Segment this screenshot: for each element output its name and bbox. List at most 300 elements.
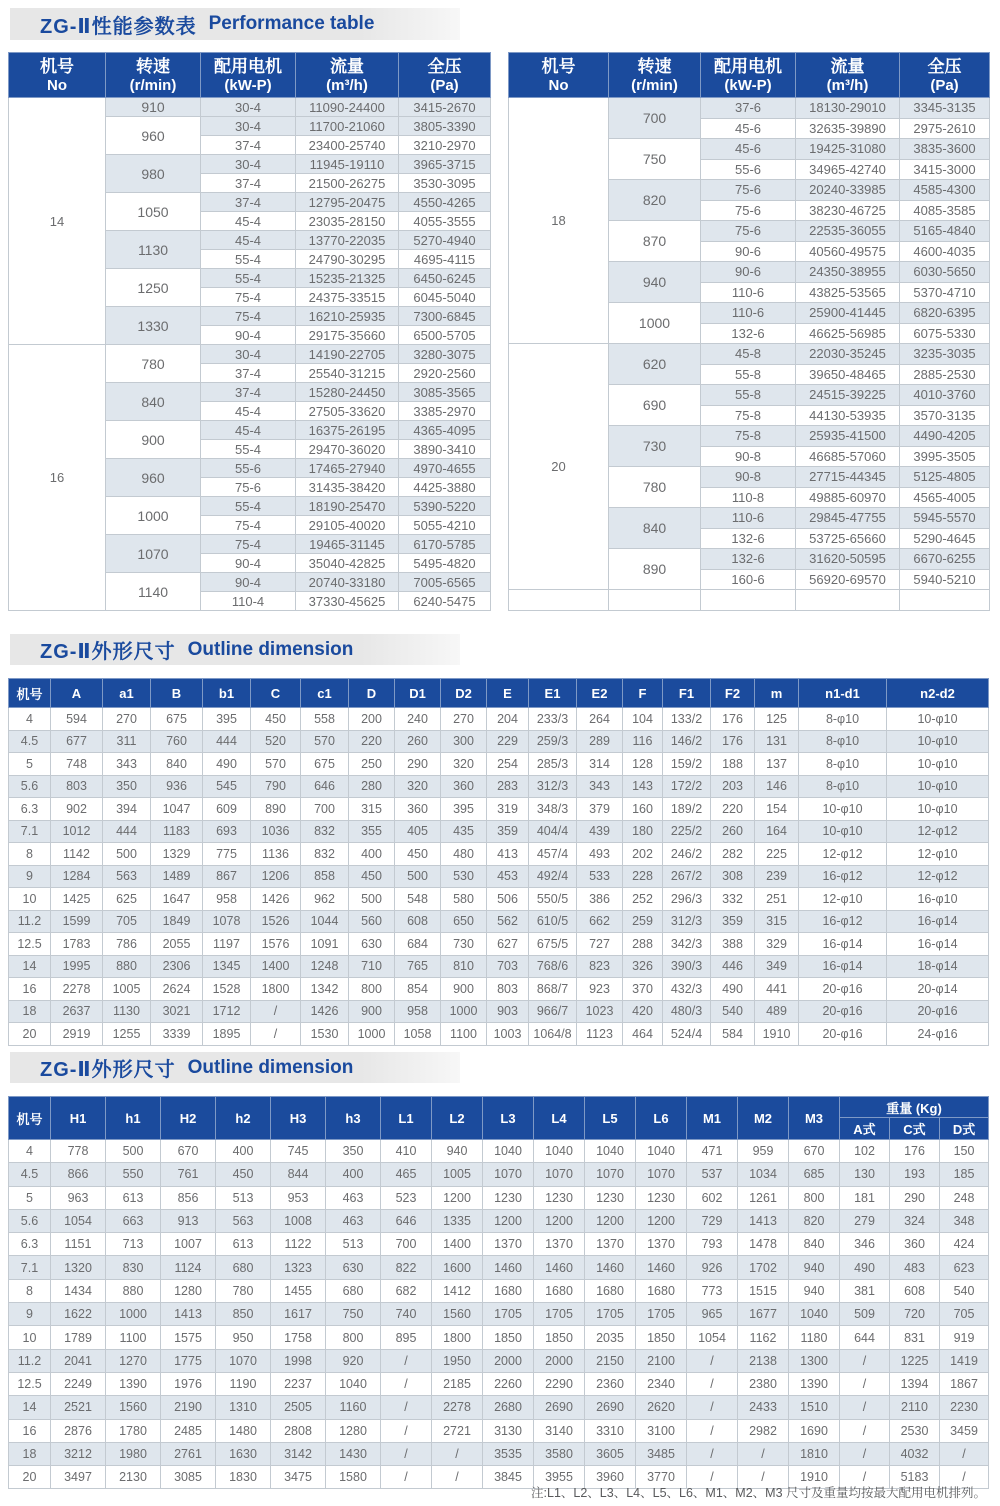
- cell: 11.2: [9, 910, 51, 933]
- cell: 55-4: [201, 497, 296, 516]
- cell: 2920-2560: [399, 364, 491, 383]
- cell: 424: [940, 1233, 989, 1256]
- table-row: [9, 1419, 989, 1442]
- cell: 2505: [271, 1396, 326, 1419]
- cell: 6030-5650: [900, 262, 990, 283]
- cell: 2919: [51, 1023, 103, 1046]
- cell: 1998: [271, 1349, 326, 1372]
- column-header: 机号: [9, 679, 51, 708]
- cell: /: [840, 1442, 890, 1465]
- cell: 1054: [687, 1326, 738, 1349]
- title-outline1-zh: ZG-Ⅱ外形尺寸: [40, 641, 176, 663]
- cell: 55-4: [201, 250, 296, 269]
- cell: 480/3: [663, 1000, 711, 1023]
- cell: 2230: [940, 1396, 989, 1419]
- cell: 24-φ16: [887, 1023, 989, 1046]
- cell: 400: [326, 1163, 381, 1186]
- cell: 1910: [789, 1466, 840, 1489]
- cell: 225/2: [663, 820, 711, 843]
- cell: 75-4: [201, 516, 296, 535]
- table-row: [9, 1442, 989, 1465]
- cell: 3085: [161, 1466, 216, 1489]
- cell: 75-6: [701, 180, 796, 201]
- cell: 3570-3135: [900, 405, 990, 426]
- cell: 4600-4035: [900, 241, 990, 262]
- cell: 663: [106, 1209, 161, 1232]
- cell: 1705: [534, 1303, 585, 1326]
- cell: 439: [577, 820, 623, 843]
- cell: 90-4: [201, 326, 296, 345]
- cell: 40560-49575: [796, 241, 900, 262]
- cell: 267/2: [663, 865, 711, 888]
- cell: 31620-50595: [796, 549, 900, 570]
- column-header: D1: [395, 679, 441, 708]
- table-row: [509, 344, 990, 365]
- cell: 1758: [271, 1326, 326, 1349]
- cell: 1705: [636, 1303, 687, 1326]
- cell: 432/3: [663, 978, 711, 1001]
- column-header: F1: [663, 679, 711, 708]
- cell: 457/4: [529, 843, 577, 866]
- table-row: [9, 1000, 989, 1023]
- cell: 1705: [483, 1303, 534, 1326]
- cell: 900: [106, 421, 201, 459]
- cell: 90-6: [701, 262, 796, 283]
- cell: 220: [349, 730, 395, 753]
- cell: 786: [103, 933, 151, 956]
- cell: 1530: [301, 1023, 349, 1046]
- cell: 880: [106, 1279, 161, 1302]
- column-header-weight-group: 重量 (Kg): [840, 1097, 989, 1118]
- cell: 953: [271, 1186, 326, 1209]
- cell: 960: [106, 117, 201, 155]
- cell: 608: [395, 910, 441, 933]
- cell: 350: [103, 775, 151, 798]
- table-row: [9, 1186, 989, 1209]
- cell: 1130: [103, 1000, 151, 1023]
- cell: 12-φ12: [887, 820, 989, 843]
- cell: 8-φ10: [799, 753, 887, 776]
- cell: 523: [381, 1186, 432, 1209]
- cell: 1950: [432, 1349, 483, 1372]
- cell: 965: [687, 1303, 738, 1326]
- cell: 680: [216, 1256, 271, 1279]
- cell: 6820-6395: [900, 303, 990, 324]
- cell: 963: [51, 1186, 106, 1209]
- cell: 610/5: [529, 910, 577, 933]
- cell: 1342: [301, 978, 349, 1001]
- cell: 20-φ16: [887, 1000, 989, 1023]
- cell: 12.5: [9, 933, 51, 956]
- cell: 44130-53935: [796, 405, 900, 426]
- cell: 4585-4300: [900, 180, 990, 201]
- cell: 2249: [51, 1372, 106, 1395]
- cell: 11700-21060: [296, 117, 399, 136]
- cell: 225: [755, 843, 799, 866]
- cell: 1003: [487, 1023, 529, 1046]
- cell: 4970-4655: [399, 459, 491, 478]
- cell: 3995-3505: [900, 446, 990, 467]
- cell: 37330-45625: [296, 592, 399, 611]
- table-row: [9, 1209, 989, 1232]
- cell: 866: [51, 1163, 106, 1186]
- cell: 359: [711, 910, 755, 933]
- cell: 6240-5475: [399, 592, 491, 611]
- cell: 1183: [151, 820, 203, 843]
- cell: 780: [609, 467, 701, 508]
- cell: 5: [9, 1186, 51, 1209]
- cell: 4: [9, 708, 51, 731]
- cell: 1600: [432, 1256, 483, 1279]
- cell: 259/3: [529, 730, 577, 753]
- cell: 185: [940, 1163, 989, 1186]
- cell: 395: [441, 798, 487, 821]
- cell: 1400: [432, 1233, 483, 1256]
- cell: 748: [51, 753, 103, 776]
- cell: 29175-35660: [296, 326, 399, 345]
- cell: 296/3: [663, 888, 711, 911]
- cell: 1078: [203, 910, 251, 933]
- cell: 1910: [755, 1023, 799, 1046]
- cell: 513: [216, 1186, 271, 1209]
- cell: 1070: [636, 1163, 687, 1186]
- cell: 349: [755, 955, 799, 978]
- cell: 12795-20475: [296, 193, 399, 212]
- cell: 159/2: [663, 753, 711, 776]
- table-row: [9, 775, 989, 798]
- cell: 936: [151, 775, 203, 798]
- cell: 1680: [483, 1279, 534, 1302]
- cell: 1867: [940, 1372, 989, 1395]
- cell: 90-8: [701, 446, 796, 467]
- cell: 16: [9, 1419, 51, 1442]
- cell: 1622: [51, 1303, 106, 1326]
- table-row: [509, 98, 990, 119]
- cell: 394: [103, 798, 151, 821]
- cell: 1310: [216, 1396, 271, 1419]
- cell: 1413: [161, 1303, 216, 1326]
- cell: 745: [271, 1140, 326, 1163]
- cell: 343: [577, 775, 623, 798]
- cell: 19465-31145: [296, 535, 399, 554]
- cell: 348/3: [529, 798, 577, 821]
- cell: 45-8: [701, 344, 796, 365]
- cell: 1702: [738, 1256, 789, 1279]
- cell: 1162: [738, 1326, 789, 1349]
- cell: 8-φ10: [799, 730, 887, 753]
- cell: 2260: [483, 1372, 534, 1395]
- column-header: L5: [585, 1097, 636, 1140]
- cell: 1180: [789, 1326, 840, 1349]
- cell: 75-4: [201, 307, 296, 326]
- column-header: c1: [301, 679, 349, 708]
- cell: 1980: [106, 1442, 161, 1465]
- cell: 1680: [534, 1279, 585, 1302]
- title-outline2-zh: ZG-Ⅱ外形尺寸: [40, 1059, 176, 1081]
- cell: 1455: [271, 1279, 326, 1302]
- cell: 1007: [161, 1233, 216, 1256]
- cell: 1064/8: [529, 1023, 577, 1046]
- cell: 239: [755, 865, 799, 888]
- cell: 446: [711, 955, 755, 978]
- cell: 254: [487, 753, 529, 776]
- cell: 314: [577, 753, 623, 776]
- cell: 1712: [203, 1000, 251, 1023]
- section-title-performance: [10, 8, 460, 40]
- cell: 45-6: [701, 139, 796, 160]
- cell: 342/3: [663, 933, 711, 956]
- cell: 1460: [534, 1256, 585, 1279]
- cell: 24350-38955: [796, 262, 900, 283]
- cell: 9: [9, 865, 51, 888]
- cell: 750: [326, 1303, 381, 1326]
- cell: 2185: [432, 1372, 483, 1395]
- cell: 1142: [51, 843, 103, 866]
- cell: 3497: [51, 1466, 106, 1489]
- cell: 959: [738, 1140, 789, 1163]
- cell: 1200: [534, 1209, 585, 1232]
- cell: 444: [103, 820, 151, 843]
- cell: 684: [395, 933, 441, 956]
- cell: 2000: [534, 1349, 585, 1372]
- cell: 45-4: [201, 402, 296, 421]
- footer-note: 注:L1、L2、L3、L4、L5、L6、M1、M2、M3 尺寸及重量均按最大配用电机排列。: [531, 1486, 986, 1500]
- header-row: [9, 679, 989, 708]
- cell: 3140: [534, 1419, 585, 1442]
- cell: 4.5: [9, 730, 51, 753]
- cell: 343: [103, 753, 151, 776]
- cell: 450: [395, 843, 441, 866]
- cell: 608: [890, 1279, 940, 1302]
- table-row: [9, 730, 989, 753]
- cell: 46625-56985: [796, 323, 900, 344]
- table-row: [9, 753, 989, 776]
- cell: 844: [271, 1163, 326, 1186]
- column-header: 全压 (Pa): [399, 53, 491, 98]
- cell: 20: [9, 1023, 51, 1046]
- cell: 450: [349, 865, 395, 888]
- cell: 24375-33515: [296, 288, 399, 307]
- cell: 1400: [251, 955, 301, 978]
- cell: 143: [623, 775, 663, 798]
- cell: 1005: [103, 978, 151, 1001]
- cell: 35040-42825: [296, 554, 399, 573]
- table-row: [9, 910, 989, 933]
- table-row: [9, 978, 989, 1001]
- cell: 1230: [483, 1186, 534, 1209]
- cell: 832: [301, 820, 349, 843]
- cell: 2237: [271, 1372, 326, 1395]
- cell: 7005-6565: [399, 573, 491, 592]
- table-row: [9, 708, 989, 731]
- cell: 164: [755, 820, 799, 843]
- cell: 540: [711, 1000, 755, 1023]
- cell: 850: [216, 1303, 271, 1326]
- cell: 800: [789, 1186, 840, 1209]
- cell: 1050: [106, 193, 201, 231]
- cell: 3415-2670: [399, 98, 491, 117]
- cell: /: [840, 1419, 890, 1442]
- cell: 14: [9, 98, 106, 345]
- cell: 644: [840, 1326, 890, 1349]
- cell: 1190: [216, 1372, 271, 1395]
- cell: 360: [890, 1233, 940, 1256]
- cell: 613: [106, 1186, 161, 1209]
- cell: 465: [381, 1163, 432, 1186]
- cell: 11945-19110: [296, 155, 399, 174]
- cell: 5940-5210: [900, 569, 990, 590]
- cell: 18130-29010: [796, 98, 900, 119]
- cell: 20-φ16: [799, 978, 887, 1001]
- cell: 3805-3390: [399, 117, 491, 136]
- column-header: A式: [840, 1118, 890, 1140]
- cell: 690: [609, 385, 701, 426]
- cell: 27505-33620: [296, 402, 399, 421]
- cell: 30-4: [201, 98, 296, 117]
- cell: /: [687, 1419, 738, 1442]
- cell: 10-φ10: [887, 708, 989, 731]
- column-header: b1: [203, 679, 251, 708]
- cell: /: [381, 1419, 432, 1442]
- cell: 730: [609, 426, 701, 467]
- cell: 12-φ10: [887, 843, 989, 866]
- cell: 128: [623, 753, 663, 776]
- cell: 464: [623, 1023, 663, 1046]
- cell: 1895: [203, 1023, 251, 1046]
- cell: 290: [890, 1186, 940, 1209]
- cell: 146: [755, 775, 799, 798]
- cell: 910: [106, 98, 201, 117]
- cell: 11090-24400: [296, 98, 399, 117]
- cell: 6670-6255: [900, 549, 990, 570]
- cell: 6.3: [9, 798, 51, 821]
- cell: 3835-3600: [900, 139, 990, 160]
- cell: /: [738, 1466, 789, 1489]
- cell: 137: [755, 753, 799, 776]
- cell: 131: [755, 730, 799, 753]
- table-row: [9, 1396, 989, 1419]
- column-header: A: [51, 679, 103, 708]
- cell: 840: [106, 383, 201, 421]
- column-header: L2: [432, 1097, 483, 1140]
- cell: 670: [161, 1140, 216, 1163]
- table-row: [9, 98, 491, 117]
- cell: 176: [711, 708, 755, 731]
- cell: 110-6: [701, 282, 796, 303]
- cell: 1070: [585, 1163, 636, 1186]
- cell: 1789: [51, 1326, 106, 1349]
- cell: 37-4: [201, 364, 296, 383]
- cell: 1810: [789, 1442, 840, 1465]
- cell: 3210-2970: [399, 136, 491, 155]
- cell: 2982: [738, 1419, 789, 1442]
- cell: 530: [441, 865, 487, 888]
- cell: 1160: [326, 1396, 381, 1419]
- column-header: H3: [271, 1097, 326, 1140]
- cell: 2055: [151, 933, 203, 956]
- cell: 379: [577, 798, 623, 821]
- cell: 279: [840, 1209, 890, 1232]
- cell: 685: [789, 1163, 840, 1186]
- cell: 3459: [940, 1419, 989, 1442]
- cell: 315: [755, 910, 799, 933]
- cell: 116: [623, 730, 663, 753]
- cell: 16-φ12: [799, 865, 887, 888]
- cell: 1250: [106, 269, 201, 307]
- cell: 471: [687, 1140, 738, 1163]
- cell: 1849: [151, 910, 203, 933]
- cell: 4010-3760: [900, 385, 990, 406]
- cell: 30-4: [201, 155, 296, 174]
- column-header: E: [487, 679, 529, 708]
- cell: 646: [301, 775, 349, 798]
- cell: 8-φ10: [799, 708, 887, 731]
- cell: 55-6: [201, 459, 296, 478]
- cell: 18: [9, 1000, 51, 1023]
- cell: /: [432, 1466, 483, 1489]
- cell: 311: [103, 730, 151, 753]
- performance-table-left: [8, 52, 491, 611]
- cell: 2721: [432, 1419, 483, 1442]
- cell: 12-φ12: [799, 843, 887, 866]
- cell: 594: [51, 708, 103, 731]
- cell: /: [940, 1466, 989, 1489]
- cell: 830: [106, 1256, 161, 1279]
- cell: 25900-41445: [796, 303, 900, 324]
- cell: 1151: [51, 1233, 106, 1256]
- column-header: C式: [890, 1118, 940, 1140]
- cell: 2761: [161, 1442, 216, 1465]
- cell: 800: [326, 1326, 381, 1349]
- cell: 22535-36055: [796, 221, 900, 242]
- cell: 1000: [106, 1303, 161, 1326]
- cell: 1780: [106, 1419, 161, 1442]
- cell: 18: [509, 98, 609, 344]
- cell: 2637: [51, 1000, 103, 1023]
- cell: 2278: [51, 978, 103, 1001]
- table-row: [9, 345, 491, 364]
- cell: 1230: [585, 1186, 636, 1209]
- cell: 17465-27940: [296, 459, 399, 478]
- cell: 840: [151, 753, 203, 776]
- cell: 45-4: [201, 212, 296, 231]
- cell: 9: [9, 1303, 51, 1326]
- cell: 7.1: [9, 820, 51, 843]
- cell: /: [687, 1396, 738, 1419]
- cell: 381: [840, 1279, 890, 1302]
- cell: 524/4: [663, 1023, 711, 1046]
- table-row: [9, 843, 989, 866]
- cell: 3130: [483, 1419, 534, 1442]
- cell: 55-8: [701, 385, 796, 406]
- cell: 14: [9, 955, 51, 978]
- cell: 1599: [51, 910, 103, 933]
- cell: 823: [577, 955, 623, 978]
- cell: 540: [940, 1279, 989, 1302]
- cell: 793: [687, 1233, 738, 1256]
- column-header: C: [251, 679, 301, 708]
- cell: 1575: [161, 1326, 216, 1349]
- cell: 55-4: [201, 269, 296, 288]
- cell: 1040: [483, 1140, 534, 1163]
- cell: 132-6: [701, 549, 796, 570]
- cell: 677: [51, 730, 103, 753]
- cell: 870: [609, 221, 701, 262]
- cell: 1036: [251, 820, 301, 843]
- table-row: [9, 933, 989, 956]
- table-row: [9, 1372, 989, 1395]
- cell: 513: [326, 1233, 381, 1256]
